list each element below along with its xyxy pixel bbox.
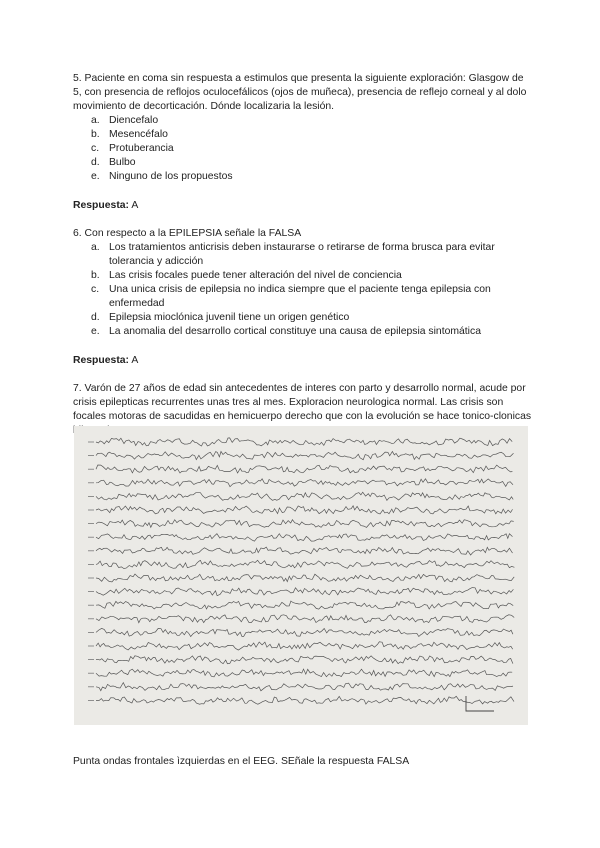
- eeg-trace: [96, 642, 513, 650]
- question-6-answer: Respuesta: A: [73, 355, 139, 366]
- eeg-trace: [96, 547, 513, 555]
- eeg-trace: [96, 506, 513, 514]
- eeg-trace: [96, 560, 514, 568]
- question-7-text: 7. Varón de 27 años de edad sin antecedentes de interes con parto y desarrollo normal, acude por crisis epilepticas recurrentes unas tres al mes. Exploracion neurologica normal. Las crisis son focales motoras de sacudidas en hemicuerpo derecho que con la evolución se hace tonico-clonicas: [73, 383, 532, 422]
- question-5: [73, 72, 533, 184]
- question-6-text: 6. Con respecto a la EPILEPSIA señale la FALSA: [73, 228, 302, 239]
- option-a: a. Los tratamientos anticrisis deben instaurarse o retirarse de forma brusca para evitar tolerancia y adicción: [91, 242, 495, 267]
- eeg-trace: [96, 601, 513, 609]
- eeg-image: [74, 426, 528, 725]
- eeg-trace: [96, 520, 514, 528]
- eeg-trace: [96, 669, 512, 677]
- eeg-tracing: [74, 426, 528, 725]
- eeg-trace: [96, 588, 513, 596]
- option-c: c. Una unica crisis de epilepsia no indica siempre que el paciente tenga epilepsia con enfermedad: [91, 284, 491, 309]
- option-a: a. Diencefalo: [91, 115, 159, 126]
- eeg-trace: [96, 683, 513, 691]
- eeg-trace: [96, 574, 514, 582]
- option-c: c. Protuberancia: [91, 143, 174, 154]
- question-6: [73, 227, 533, 339]
- question-5-options: [73, 114, 533, 184]
- question-6-options: [73, 241, 533, 339]
- option-b: b. Mesencéfalo: [91, 129, 168, 140]
- question-5-text: 5. Paciente en coma sin respuesta a estimulos que presenta la siguiente exploración: Glasgow de 5, con presencia de reflojos oculocefálicos (ojos de muñeca), presencia de reflejo corneal y al dolo movimiento de decorticación. Dónde localizaria la lesión.: [73, 73, 527, 112]
- option-e: e. Ninguno de los propuestos: [91, 171, 233, 182]
- eeg-trace: [96, 479, 513, 487]
- eeg-trace: [96, 615, 514, 623]
- eeg-trace: [96, 534, 513, 542]
- eeg-trace: [96, 628, 513, 636]
- option-d: d. Epilepsia mioclónica juvenil tiene un origen genético: [91, 312, 350, 323]
- option-e: e. La anomalia del desarrollo cortical constituye una causa de epilepsia sintomática: [91, 326, 481, 337]
- eeg-trace: [96, 465, 512, 473]
- eeg-trace: [96, 656, 513, 664]
- question-5-answer: Respuesta: A: [73, 200, 139, 211]
- eeg-trace: [96, 696, 514, 704]
- option-b: b. Las crisis focales puede tener alteración del nivel de conciencia: [91, 270, 402, 281]
- eeg-trace: [96, 492, 513, 500]
- eeg-calibration-mark: [466, 696, 494, 711]
- eeg-trace: [96, 451, 514, 459]
- eeg-trace: [96, 438, 512, 446]
- question-7-caption: Punta ondas frontales ìzquierdas en el EEG. SEñale la respuesta FALSA: [73, 756, 410, 768]
- option-d: d. Bulbo: [91, 157, 136, 168]
